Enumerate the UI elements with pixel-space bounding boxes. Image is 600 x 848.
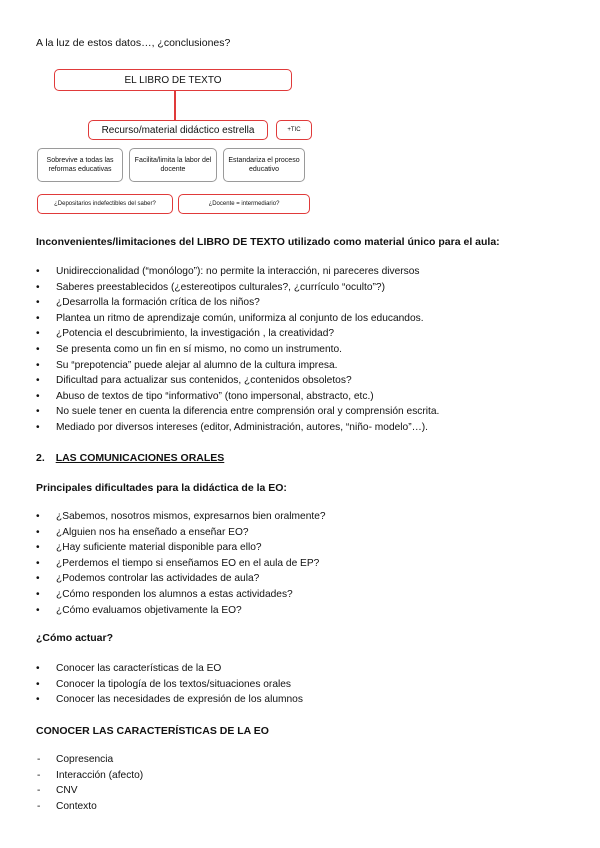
list-item: • ¿Cómo evaluamos objetivamente la EO? [36, 603, 326, 619]
diagram-tic-box [276, 120, 312, 140]
diagram-title-box [54, 69, 292, 91]
list-item: • Saberes preestablecidos (¿estereotipos culturales?, ¿currículo “oculto”?) [36, 280, 439, 296]
diagram-box-depositarios [37, 194, 173, 214]
diagram-center: Recurso/material didáctico estrella [101, 124, 255, 136]
diagram-box-depositarios-text: ¿Depositarios indefectibles del saber? [54, 200, 156, 207]
section2-sub2: ¿Cómo actuar? [36, 632, 114, 644]
libro-de-texto-diagram [36, 66, 326, 220]
diagram-box-estandariza [223, 148, 305, 182]
list-item: • ¿Alguien nos ha enseñado a enseñar EO? [36, 525, 326, 541]
diagram-box-docente-text: ¿Docente = intermediario? [208, 200, 280, 207]
actions-list [36, 661, 303, 708]
list-item: • Conocer la tipología de los textos/situaciones orales [36, 677, 303, 693]
list-item: • Su “prepotencia” puede alejar al alumno de la cultura impresa. [36, 358, 439, 374]
list-item: • ¿Perdemos el tiempo si enseñamos EO en el aula de EP? [36, 556, 326, 572]
diagram-tic: +TIC [287, 126, 301, 133]
characteristics-list [36, 752, 143, 814]
list-item: • Unidireccionalidad (“monólogo”): no permite la interacción, ni pareceres diversos [36, 264, 439, 280]
list-item: - CNV [36, 783, 143, 799]
list-item: • ¿Sabemos, nosotros mismos, expresarnos bien oralmente? [36, 509, 326, 525]
difficulties-list [36, 509, 326, 618]
diagram-box-estandariza-text: Estandariza el proceso educativo [228, 157, 300, 173]
section2-heading [36, 452, 224, 465]
section1-heading: Inconvenientes/limitaciones del LIBRO DE TEXTO utilizado como material único para el aula: [36, 236, 500, 248]
diagram-box-docente [178, 194, 310, 214]
list-item: • ¿Desarrolla la formación crítica de los niños? [36, 295, 439, 311]
list-item: • Abuso de textos de tipo “informativo” (tono impersonal, abstracto, etc.) [36, 389, 439, 405]
list-item: • Conocer las necesidades de expresión de los alumnos [36, 692, 303, 708]
list-item: • ¿Hay suficiente material disponible para ello? [36, 540, 326, 556]
list-item: - Copresencia [36, 752, 143, 768]
diagram-center-box [88, 120, 268, 140]
list-item: • Conocer las características de la EO [36, 661, 303, 677]
list-item: - Contexto [36, 799, 143, 815]
list-item: • Plantea un ritmo de aprendizaje común, uniformiza al conjunto de los educandos. [36, 311, 439, 327]
section2-sub1: Principales dificultades para la didáctica de la EO: [36, 482, 287, 494]
list-item: • No suele tener en cuenta la diferencia entre comprensión oral y comprensión escrita. [36, 404, 439, 420]
diagram-connector [174, 91, 176, 120]
list-item: - Interacción (afecto) [36, 768, 143, 784]
intro-text: A la luz de estos datos…, ¿conclusiones? [36, 37, 231, 49]
list-item: • Mediado por diversos intereses (editor, Administración, autores, “niño- modelo”…). [36, 420, 439, 436]
list-item: • Se presenta como un fin en sí mismo, no como un instrumento. [36, 342, 439, 358]
section2-title: LAS COMUNICACIONES ORALES [55, 452, 225, 464]
list-item: • Dificultad para actualizar sus contenidos, ¿contenidos obsoletos? [36, 373, 439, 389]
diagram-box-labor-text: Facilita/limita la labor del docente [134, 157, 212, 173]
list-item: • ¿Podemos controlar las actividades de aula? [36, 571, 326, 587]
diagram-box-reformas [37, 148, 123, 182]
diagram-box-reformas-text: Sobrevive a todas las reformas educativas [46, 157, 114, 173]
list-item: • ¿Cómo responden los alumnos a estas actividades? [36, 587, 326, 603]
list-item: • ¿Potencia el descubrimiento, la investigación , la creatividad? [36, 326, 439, 342]
section2-number: 2. [36, 452, 45, 464]
section1-list [36, 264, 439, 436]
diagram-box-labor [129, 148, 217, 182]
section2-sub3: CONOCER LAS CARACTERÍSTICAS DE LA EO [36, 725, 269, 737]
diagram-title: EL LIBRO DE TEXTO [124, 74, 222, 86]
